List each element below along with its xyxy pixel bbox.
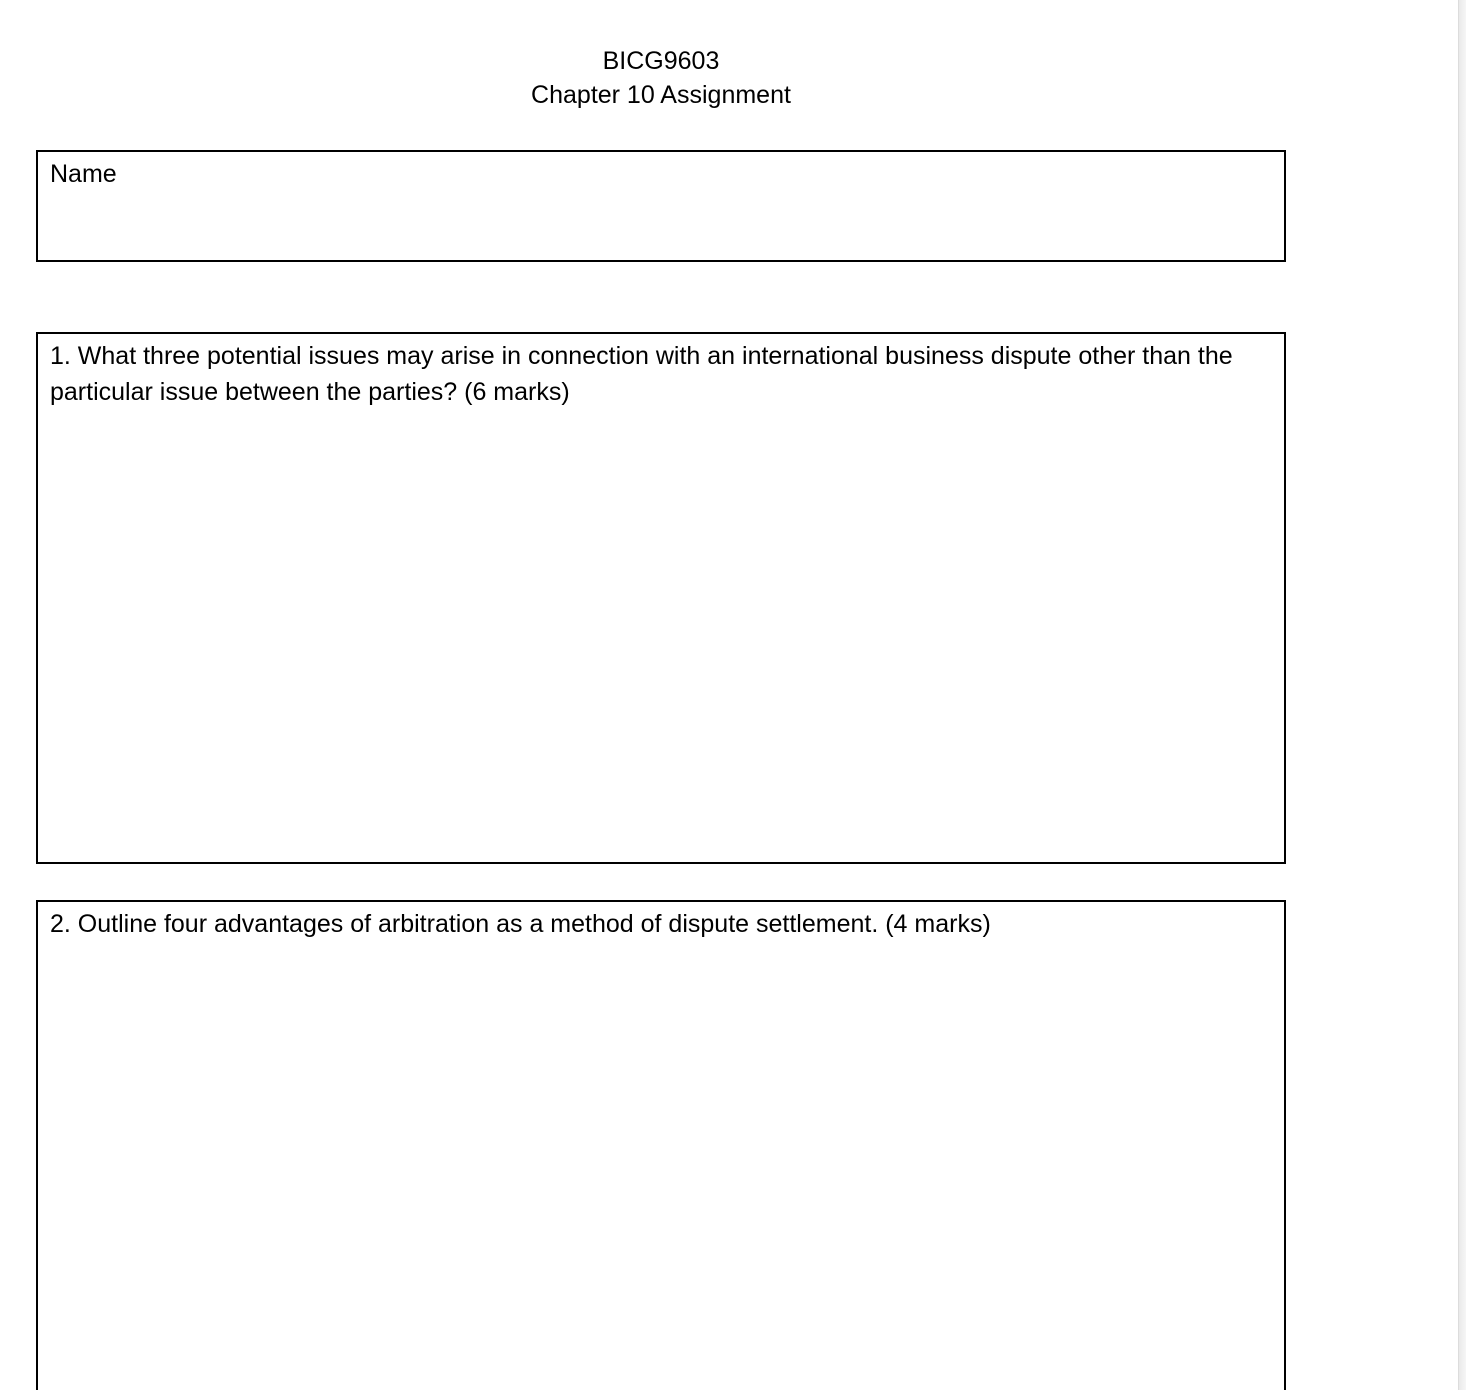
assignment-title: Chapter 10 Assignment xyxy=(531,81,791,109)
name-input[interactable] xyxy=(38,196,1284,260)
course-code: BICG9603 xyxy=(602,47,720,75)
question-1-answer-area[interactable] xyxy=(38,412,1284,862)
document-header xyxy=(0,44,1322,112)
document-page-edge xyxy=(1458,0,1466,1390)
question-1-text: 1. What three potential issues may arise in connection with an international business dispute other than the particular issue between the parties? (6 marks) xyxy=(50,342,1233,406)
name-field-box xyxy=(36,150,1286,262)
question-2-box xyxy=(36,900,1286,1390)
question-1-box xyxy=(36,332,1286,864)
question-2-answer-area[interactable] xyxy=(38,946,1284,1390)
name-label: Name xyxy=(50,160,117,188)
question-2-text: 2. Outline four advantages of arbitration as a method of dispute settlement. (4 marks) xyxy=(50,910,991,938)
